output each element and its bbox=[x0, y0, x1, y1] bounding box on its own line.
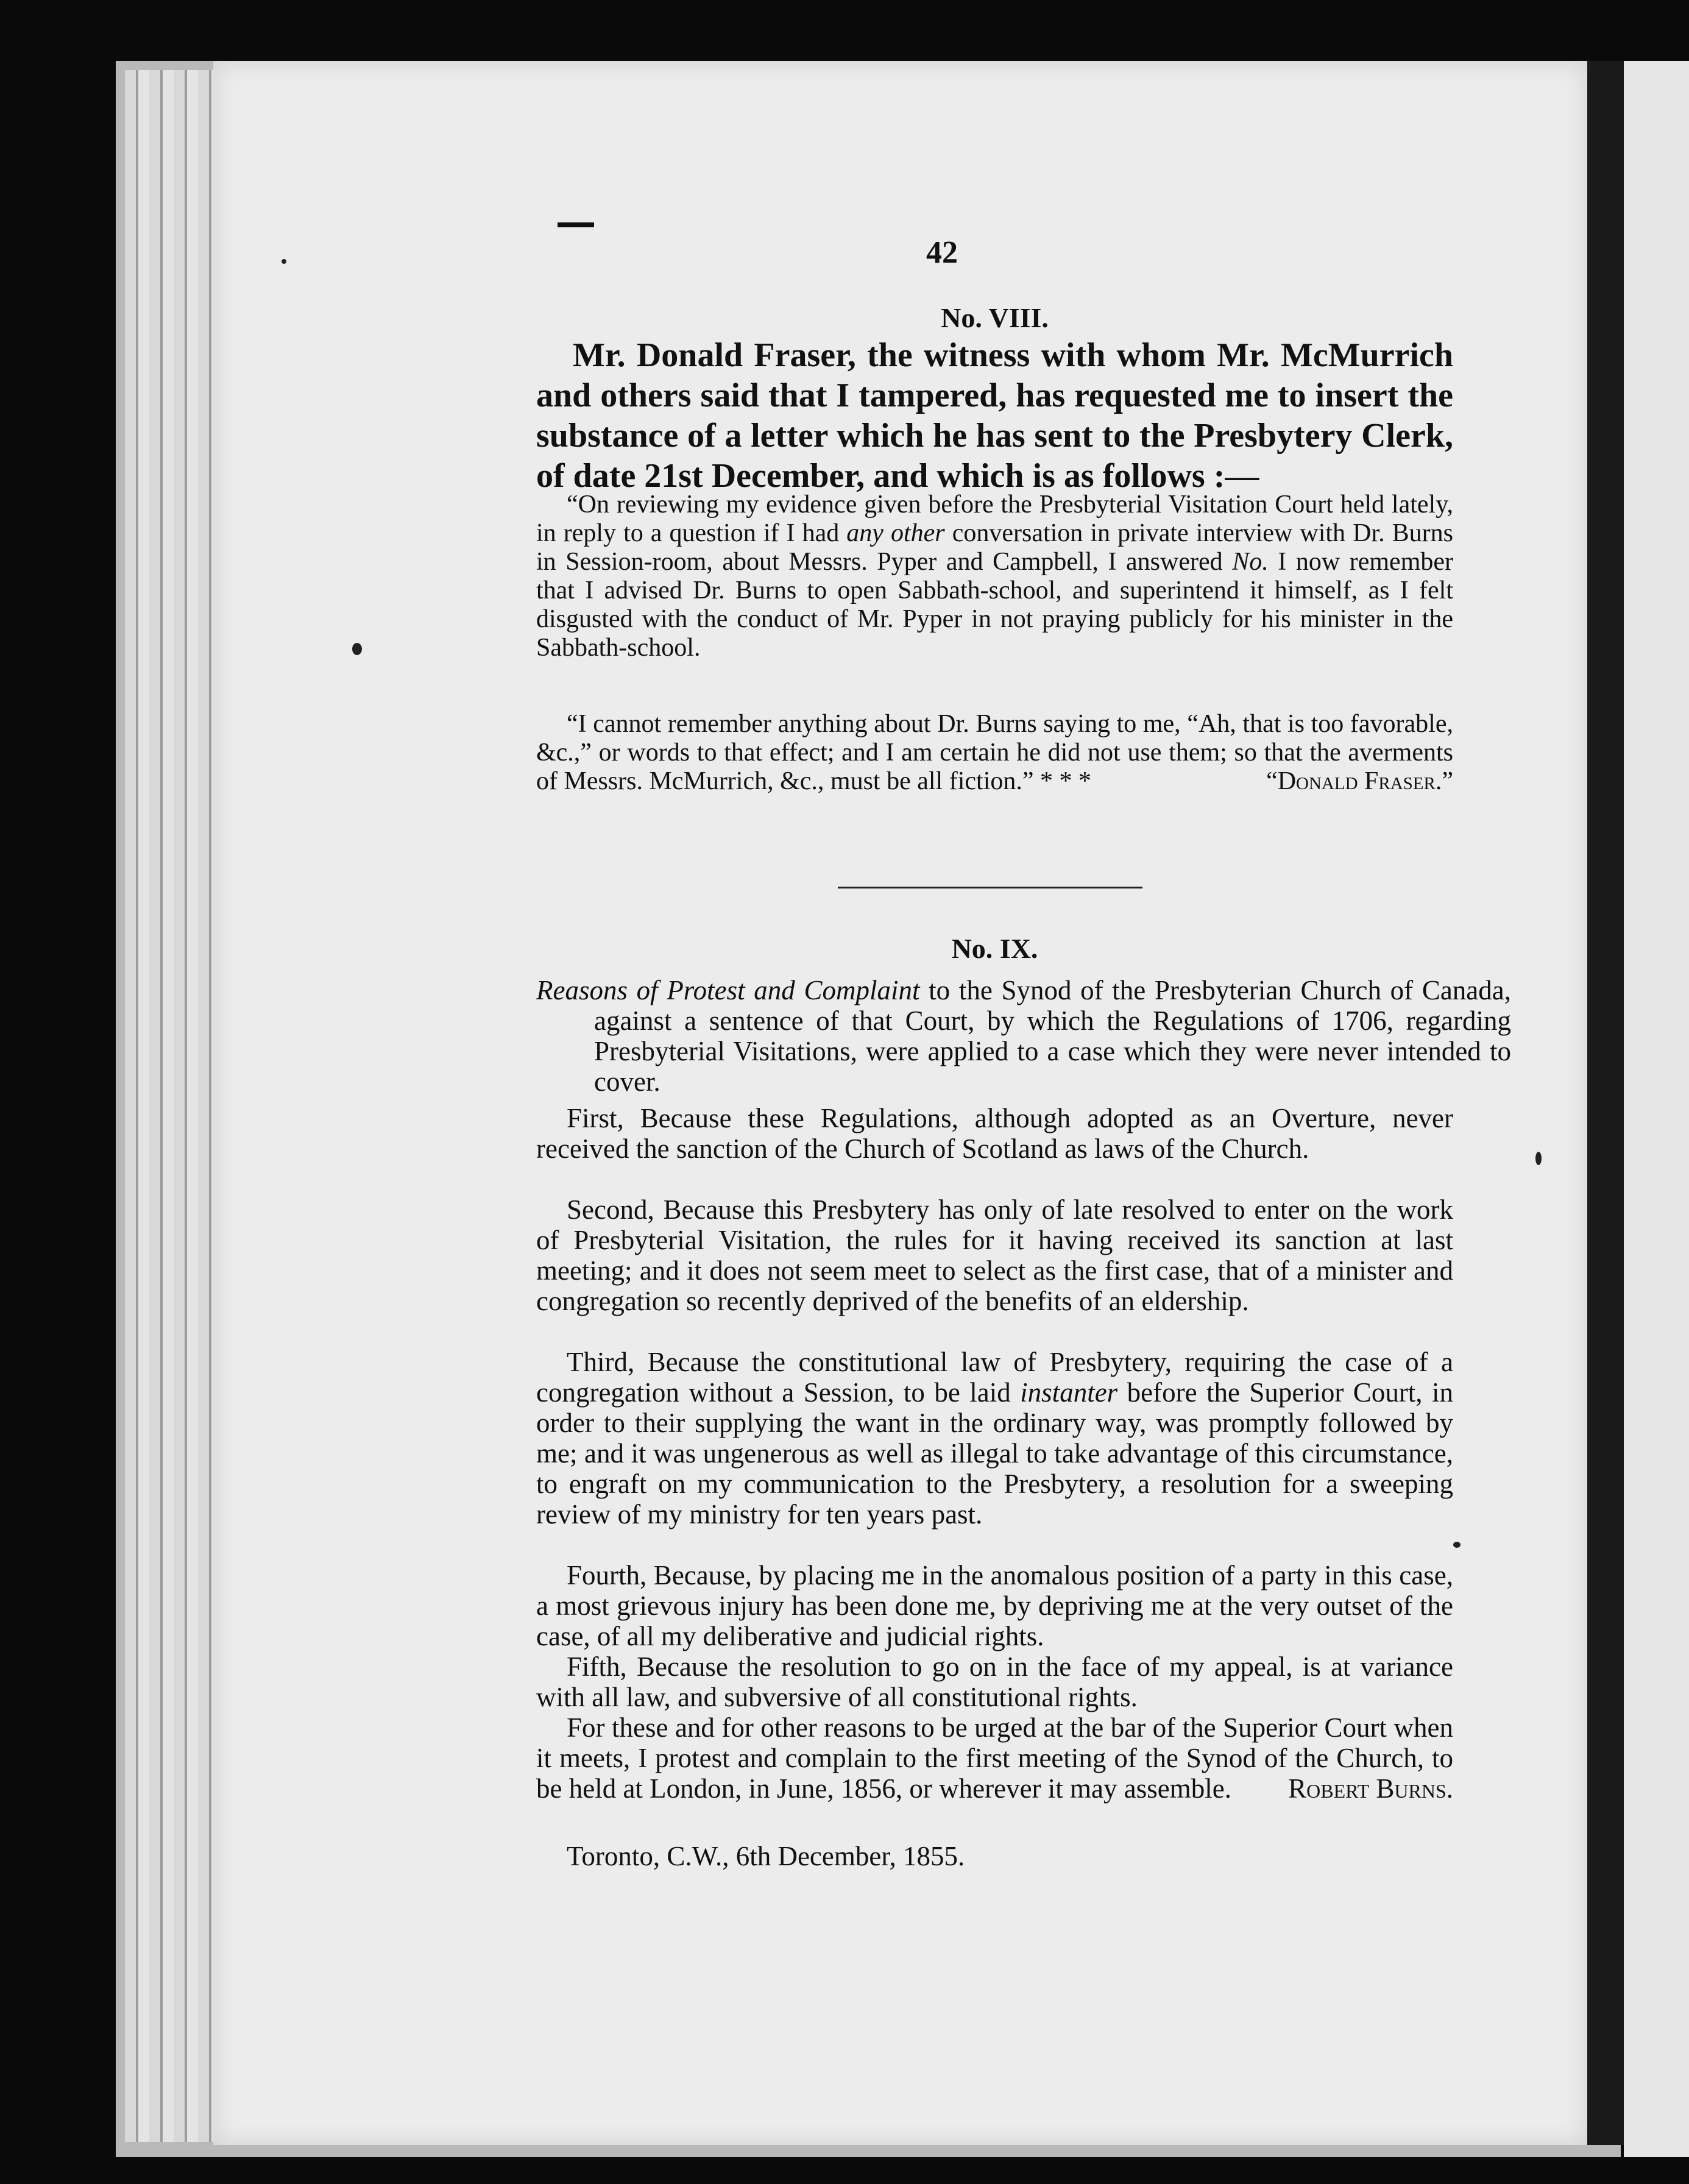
fraser-signature: “Donald Fraser.” bbox=[1266, 767, 1453, 795]
margin-mark bbox=[558, 222, 594, 227]
speck bbox=[1535, 1152, 1542, 1165]
fraser-letter-paragraph-2 bbox=[536, 710, 1453, 796]
section-heading-viii: No. VIII. bbox=[941, 302, 1049, 333]
quote-text: conversation in private interview with Dr. Burns in Session-room, about Messrs. Pyper and Campbell, I answered bbox=[536, 519, 1454, 576]
reason-emphasis: instanter bbox=[1020, 1377, 1118, 1408]
dateline: Toronto, C.W., 6th December, 1855. bbox=[567, 1841, 965, 1871]
section-divider bbox=[838, 887, 1142, 888]
scan-margin bbox=[1624, 61, 1689, 2157]
section-heading-ix: No. IX. bbox=[951, 933, 1038, 964]
speck bbox=[352, 643, 362, 655]
page-number: 42 bbox=[926, 235, 958, 270]
reason-text: before the Superior Court, in order to their supplying the want in the ordinary way, was promptly followed by me; and it was ungenerous as well as illegal to take advantage of this circumstance, to engraft on my communication to the Presbytery, a resolution for a sweeping review of my ministry for ten years past. bbox=[536, 1377, 1453, 1530]
speck bbox=[1453, 1542, 1461, 1548]
next-page-edge bbox=[1587, 61, 1624, 2145]
reasons-title-paragraph bbox=[536, 975, 1511, 1097]
quote-text: “I cannot remember anything about Dr. Burns saying to me, “Ah, that is too favorable, &c.,” or words to that effect; and I am certain he did not use them; so that the averments of Messrs. McMurrich, &c., must be all fiction.” * * * bbox=[536, 710, 1453, 795]
reasons-text: to the Synod of the Presbyterian Church of Canada, against a sentence of that Court, by which the Regulations of 1706, regarding Presbyterial Visitations, were applied to a case which they were never intended to cover. bbox=[594, 975, 1511, 1097]
reason-text: Third, Because the constitutional law of Presbytery, requiring the case of a congregation without a Session, to be laid bbox=[536, 1347, 1453, 1408]
intro-paragraph: Mr. Donald Fraser, the witness with whom Mr. McMurrich and others said that I tampered, has requested me to insert the substance of a letter which he has sent to the Presbytery Clerk, of date 21st December, and which is as follows :— bbox=[536, 336, 1453, 495]
quote-emphasis: No. bbox=[1232, 548, 1269, 576]
reason-fourth: Fourth, Because, by placing me in the anomalous position of a party in this case, a most grievous injury has been done me, by depriving me at the very outset of the case, of all my deliberative and judicial rights. bbox=[536, 1560, 1453, 1651]
closing-text: For these and for other reasons to be urged at the bar of the Superior Court when it meets, I protest and complain to the first meeting of the Synod of the Church, to be held at London, in June, 1856, or wherever it may assemble. bbox=[536, 1712, 1453, 1804]
page-edges bbox=[125, 70, 222, 2142]
reasons-title: Reasons of Protest and Complaint bbox=[536, 975, 920, 1005]
quote-text: I now remember that I advised Dr. Burns to open Sabbath-school, and superintend it himself, as I felt disgusted with the conduct of Mr. Pyper in not praying publicly for his minister in the Sabbath-school. bbox=[536, 548, 1453, 662]
reason-first: First, Because these Regulations, although adopted as an Overture, never received the sanction of the Church of Scotland as laws of the Church. bbox=[536, 1103, 1453, 1164]
closing-paragraph bbox=[536, 1712, 1453, 1804]
speck bbox=[282, 259, 286, 264]
fraser-letter-paragraph-1 bbox=[536, 491, 1453, 662]
burns-signature: Robert Burns. bbox=[1288, 1773, 1453, 1804]
reason-third bbox=[536, 1347, 1453, 1530]
reason-fifth: Fifth, Because the resolution to go on in the face of my appeal, is at variance with all law, and subversive of all constitutional rights. bbox=[536, 1651, 1453, 1712]
quote-emphasis: any other bbox=[846, 519, 945, 547]
quote-text: “On reviewing my evidence given before the Presbyterial Visitation Court held lately, in reply to a question if I had bbox=[536, 491, 1453, 547]
reason-second: Second, Because this Presbytery has only of late resolved to enter on the work of Presbyterial Visitation, the rules for it having received its sanction at last meeting; and it does not seem meet to select as the first case, that of a minister and congregation so recently deprived of the benefits of an eldership. bbox=[536, 1194, 1453, 1316]
